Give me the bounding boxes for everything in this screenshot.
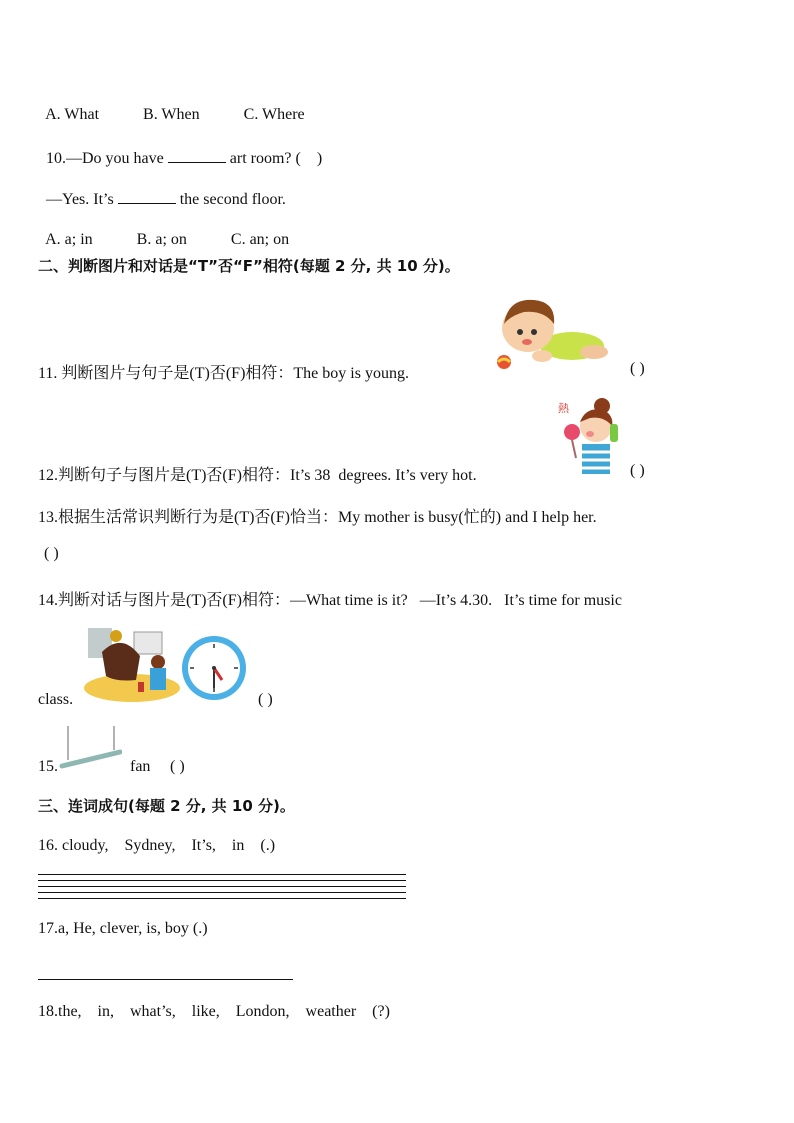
q10-blank-1[interactable] bbox=[168, 148, 226, 163]
q15-answer-paren[interactable]: ( ) bbox=[170, 758, 185, 775]
q9-option-a: A. What bbox=[45, 106, 100, 123]
q18-text: 18.the, in, what’s, like, London, weather (?) bbox=[38, 1003, 390, 1020]
q10-blank-2[interactable] bbox=[118, 189, 176, 204]
q12-text: 12.判断句子与图片是(T)否(F)相符：It’s 38 degrees. It’s very hot. bbox=[38, 467, 477, 484]
q17-text: 17.a, He, clever, is, boy (.) bbox=[38, 920, 208, 937]
section2-heading: 二、判断图片和对话是“T”否“F”相符(每题 2 分, 共 10 分)。 bbox=[38, 257, 460, 275]
q10-line1: 10.—Do you have art room? ( ) bbox=[46, 150, 323, 167]
q16-text: 16. cloudy, Sydney, It’s, in (.) bbox=[38, 837, 276, 854]
q14-answer-paren[interactable]: ( ) bbox=[258, 691, 273, 708]
q16-answer-line-3[interactable] bbox=[38, 886, 406, 887]
q14-text-line1: 14.判断对话与图片是(T)否(F)相符：—What time is it? —It’s 4.30. It’s time for music bbox=[38, 592, 622, 609]
q16-answer-line-4[interactable] bbox=[38, 892, 406, 893]
hot-girl-image bbox=[556, 396, 624, 478]
q17-answer-line[interactable] bbox=[38, 979, 293, 980]
q10-option-a: A. a; in bbox=[45, 231, 93, 248]
q15-word: fan bbox=[130, 758, 151, 775]
q9-options bbox=[38, 88, 305, 124]
fluorescent-lamp-image bbox=[58, 724, 122, 774]
q9-option-c: C. Where bbox=[243, 106, 305, 123]
q10-options bbox=[38, 213, 289, 249]
q11-text: 11. 判断图片与句子是(T)否(F)相符：The boy is young. bbox=[38, 365, 409, 382]
q10-line2: —Yes. It’s the second floor. bbox=[46, 191, 286, 208]
clock-image bbox=[180, 634, 248, 702]
section3-heading: 三、连词成句(每题 2 分, 共 10 分)。 bbox=[38, 797, 295, 815]
q15-number: 15. bbox=[38, 758, 58, 775]
q10-option-b: B. a; on bbox=[136, 231, 187, 248]
q13-answer-paren[interactable]: ( ) bbox=[44, 545, 59, 562]
q13-text: 13.根据生活常识判断行为是(T)否(F)恰当：My mother is busy(忙的) and I help her. bbox=[38, 509, 597, 526]
q14-text-line2: class. bbox=[38, 691, 74, 708]
q11-answer-paren[interactable]: ( ) bbox=[630, 360, 645, 377]
q16-answer-line-5[interactable] bbox=[38, 898, 406, 899]
crawling-baby-image bbox=[494, 294, 612, 372]
q16-answer-line-1[interactable] bbox=[38, 874, 406, 875]
q9-option-b: B. When bbox=[143, 106, 200, 123]
q12-answer-paren[interactable]: ( ) bbox=[630, 462, 645, 479]
music-class-image bbox=[82, 622, 182, 704]
q16-answer-line-2[interactable] bbox=[38, 880, 406, 881]
hot-sign-label: 熱 bbox=[558, 402, 569, 415]
q10-option-c: C. an; on bbox=[230, 231, 290, 248]
